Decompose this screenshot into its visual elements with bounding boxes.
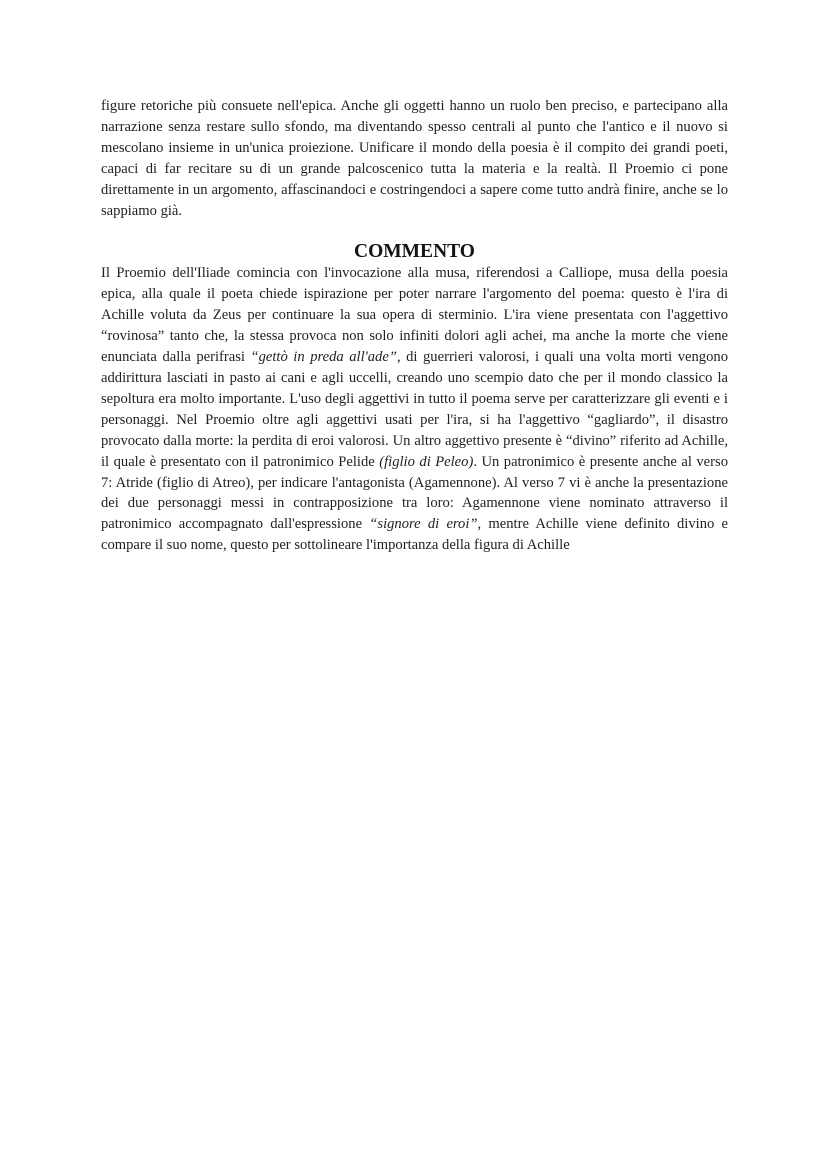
commento-text-part-4: mentre Achille viene definito divino e compare il suo nome, questo per sottolineare l'importanza della figura di Achille xyxy=(101,516,728,554)
commento-paragraph xyxy=(101,263,728,556)
commento-text-part-2: , di guerrieri valorosi, i quali una volta morti vengono addirittura lasciati in pasto ai cani e agli uccelli, creando uno scempio dato che per il mondo classico la sepoltura era molto importante. L'uso degli aggettivi in tutto il poema serve per caratterizzare gli eventi e i personaggi. Nel Proemio oltre agli aggettivi usati per l'ira, si ha l'aggettivo “gagliardo”, il disastro provocato dalla morte: la perdita di eroi valorosi. Un altro aggettivo presente è “divino” riferito ad Achille, il quale è presentato con il patronimico Pelide xyxy=(101,349,728,470)
commento-text-part-3: . Un patronimico è presente anche al verso 7: Atride (figlio di Atreo), per indicare l'antagonista (Agamennone). Al verso 7 vi è anche la presentazione dei due personaggi messi in contrapposizione tra loro: Agamennone viene nominato attraverso il patronimico accompagnato dall'espressione xyxy=(101,453,728,533)
quote-signore-di-eroi: “signore di eroi”, xyxy=(369,516,482,533)
quote-figlio-di-peleo: (figlio di Peleo) xyxy=(379,453,474,470)
quote-getto-in-preda: “gettò in preda all'ade” xyxy=(250,349,397,366)
section-heading-commento: COMMENTO xyxy=(354,241,475,263)
commento-text-part-1: Il Proemio dell'Iliade comincia con l'invocazione alla musa, riferendosi a Calliope, musa della poesia epica, alla quale il poeta chiede ispirazione per poter narrare l'argomento del poema: questo è l'ira di Achille voluta da Zeus per continuare la sua opera di sterminio. L'ira viene presentata con l'aggettivo “rovinosa” tanto che, la stessa provoca non solo infiniti dolori agli achei, ma anche la morte che viene enunciata dalla perifrasi xyxy=(101,265,728,366)
intro-paragraph: figure retoriche più consuete nell'epica. Anche gli oggetti hanno un ruolo ben preciso, e partecipano alla narrazione senza restare sullo sfondo, ma diventando spesso centrali al punto che l'antico e il nuovo si mescolano insieme in un'unica proiezione. Unificare il mondo della poesia è il compito dei grandi poeti, capaci di far recitare su di un grande palcoscenico tutta la materia e la realtà. Il Proemio ci pone direttamente in un argomento, affascinandoci e costringendoci a sapere come tutto andrà finire, anche se lo sappiamo già. xyxy=(101,98,728,219)
document-page xyxy=(101,96,728,556)
